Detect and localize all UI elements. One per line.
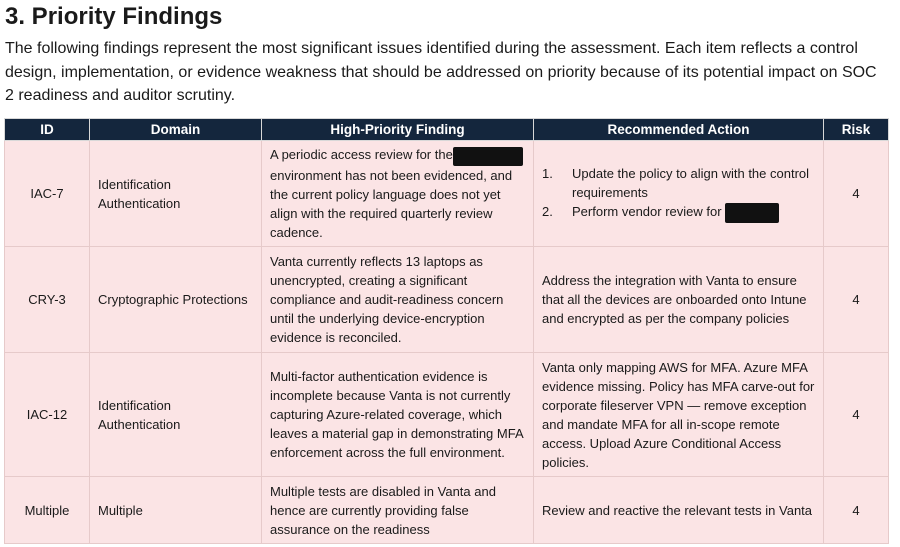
row-finding	[262, 141, 534, 247]
row-risk: 4	[824, 141, 889, 247]
action-item-text: Update the policy to align with the control requirements	[572, 166, 810, 201]
redaction-box	[725, 203, 779, 223]
row-domain: Multiple	[90, 477, 262, 544]
row-risk: 4	[824, 247, 889, 353]
section-title: 3. Priority Findings	[5, 3, 223, 30]
row-id: CRY-3	[5, 247, 90, 353]
row-action: Address the integration with Vanta to ensure that all the devices are onboarded onto Intune and encrypted as per the company policies	[534, 247, 824, 353]
finding-text-end: environment has not been evidenced, and the current policy language does not yet align with the required quarterly review cadence.	[270, 167, 513, 240]
row-domain: Identification Authentication	[90, 141, 262, 247]
row-domain: Identification Authentication	[90, 353, 262, 477]
action-list-item	[542, 164, 815, 202]
table-header-row	[5, 119, 889, 141]
table-row	[5, 247, 889, 353]
header-domain: Domain	[90, 119, 262, 141]
row-id: IAC-7	[5, 141, 90, 247]
section-intro: The following findings represent the most significant issues identified during the assessment. Each item reflects a control design, implementation, or evidence weakness that should be addressed on priority because of its potential impact on SOC 2 readiness and auditor scrutiny.	[5, 40, 877, 104]
action-list	[542, 164, 815, 223]
row-domain: Cryptographic Protections	[90, 247, 262, 353]
findings-table	[4, 118, 889, 544]
finding-text-start: A periodic access review for the	[270, 147, 453, 163]
table-row	[5, 141, 889, 247]
row-finding: Vanta currently reflects 13 laptops as unencrypted, creating a significant compliance and audit-readiness concern until the underlying device-encryption evidence is reconciled.	[262, 247, 534, 353]
row-risk: 4	[824, 353, 889, 477]
list-number: 2.	[542, 204, 553, 220]
header-finding: High-Priority Finding	[262, 119, 534, 141]
table-row	[5, 477, 889, 544]
header-action: Recommended Action	[534, 119, 824, 141]
row-action: Review and reactive the relevant tests in Vanta	[534, 477, 824, 544]
row-finding: Multi-factor authentication evidence is incomplete because Vanta is not currently capturing Azure-related coverage, which leaves a material gap in demonstrating MFA enforcement across the full environment.	[262, 353, 534, 477]
row-id: Multiple	[5, 477, 90, 544]
header-risk: Risk	[824, 119, 889, 141]
row-id: IAC-12	[5, 353, 90, 477]
row-action: Vanta only mapping AWS for MFA. Azure MFA evidence missing. Policy has MFA carve-out for corporate fileserver VPN — remove exception and mandate MFA for all in-scope remote access. Upload Azure Conditional Access policies.	[534, 353, 824, 477]
redaction-box	[453, 147, 523, 166]
row-finding: Multiple tests are disabled in Vanta and hence are currently providing false assurance on the readiness	[262, 477, 534, 544]
header-id: ID	[5, 119, 90, 141]
row-action	[534, 141, 824, 247]
row-risk: 4	[824, 477, 889, 544]
action-list-item	[542, 202, 815, 223]
table-row	[5, 353, 889, 477]
action-item-text: Perform vendor review for	[572, 204, 726, 220]
list-number: 1.	[542, 166, 553, 182]
